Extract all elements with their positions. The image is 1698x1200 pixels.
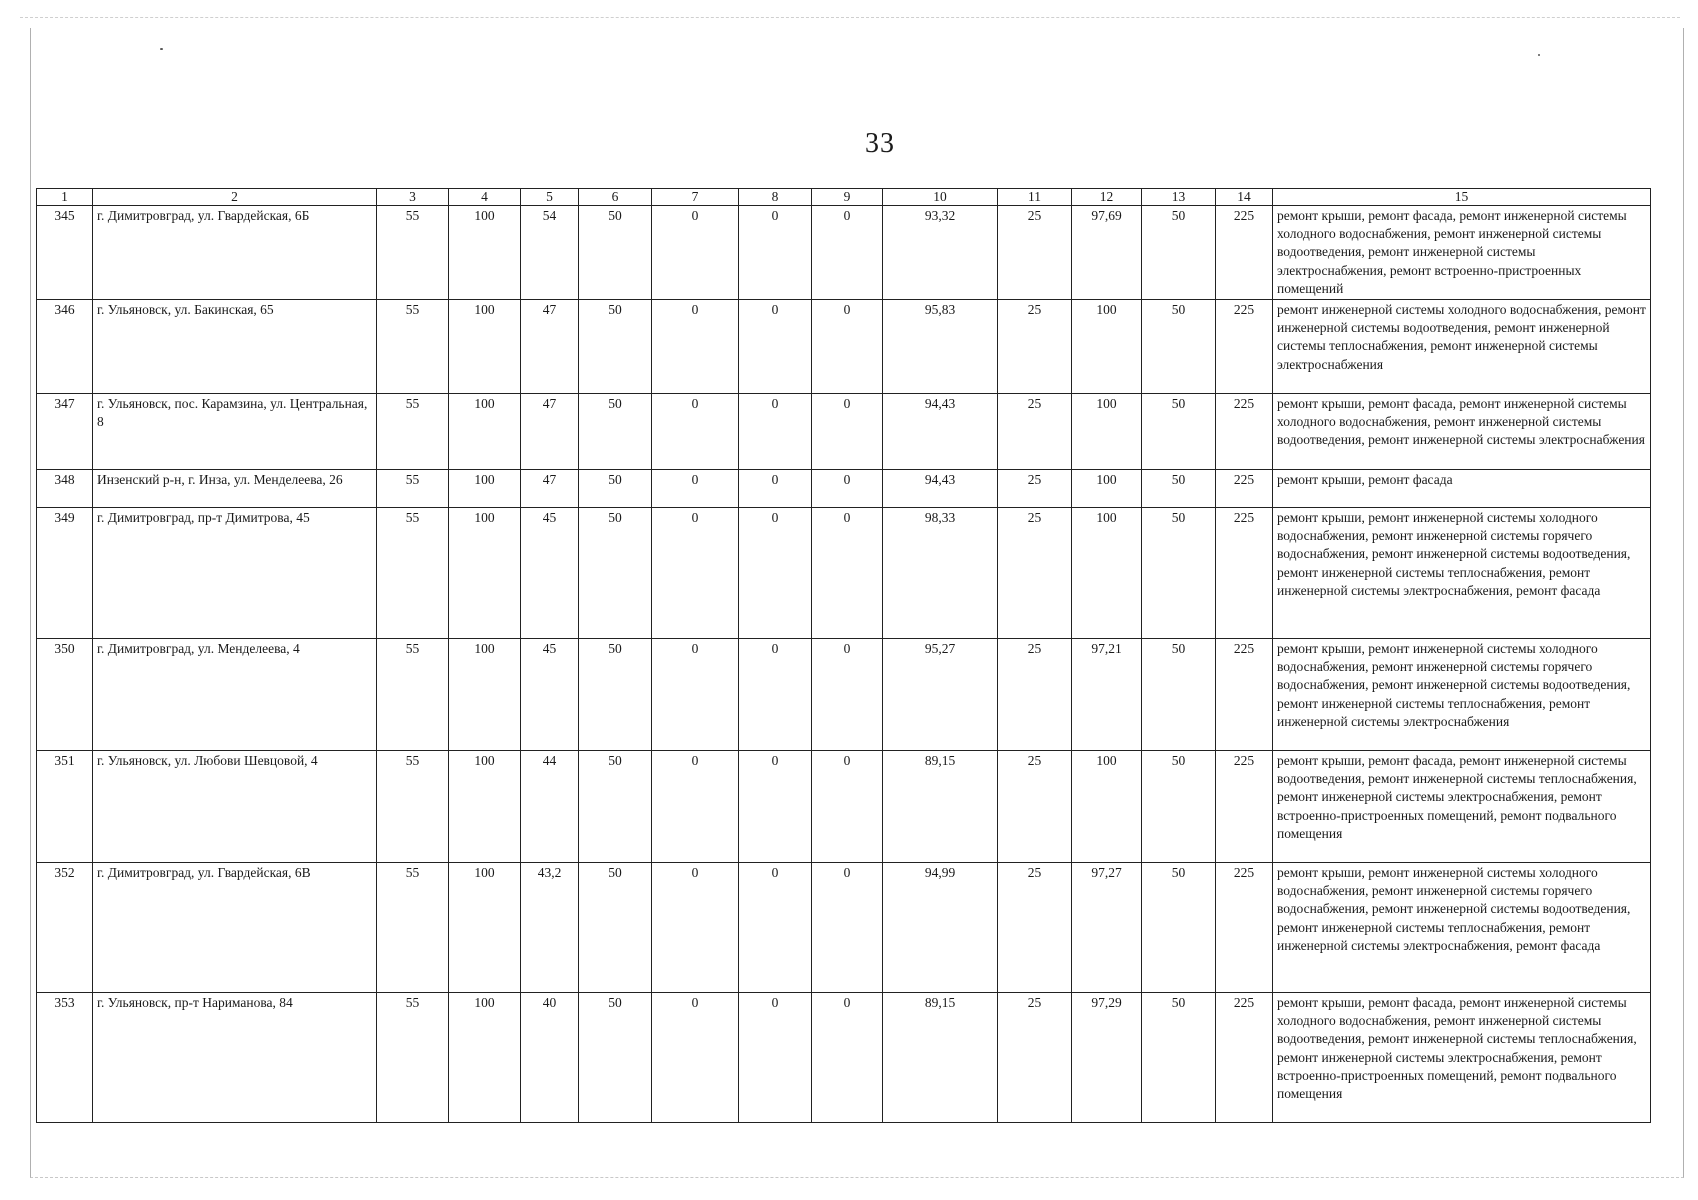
table-row (37, 470, 1651, 508)
value-cell: 47 (521, 394, 579, 470)
row-number: 350 (37, 639, 93, 751)
value-cell: 0 (739, 993, 812, 1123)
row-number: 351 (37, 751, 93, 863)
column-header: 13 (1142, 189, 1216, 206)
table-row (37, 206, 1651, 300)
column-header: 10 (883, 189, 998, 206)
table-row (37, 863, 1651, 993)
address-cell: г. Ульяновск, пос. Карамзина, ул. Центральная, 8 (93, 394, 377, 470)
scan-speck (160, 48, 163, 50)
value-cell: 100 (1072, 751, 1142, 863)
value-cell: 55 (377, 993, 449, 1123)
works-cell: ремонт крыши, ремонт инженерной системы холодного водоснабжения, ремонт инженерной системы горячего водоснабжения, ремонт инженерной системы водоотведения, ремонт инженерной системы теплоснабжения, ремонт инженерной системы электроснабжения (1273, 639, 1651, 751)
value-cell: 0 (652, 300, 739, 394)
value-cell: 0 (812, 394, 883, 470)
value-cell: 0 (739, 751, 812, 863)
value-cell: 0 (652, 639, 739, 751)
value-cell: 25 (998, 993, 1072, 1123)
value-cell: 50 (579, 206, 652, 300)
column-header: 8 (739, 189, 812, 206)
address-cell: г. Димитровград, ул. Гвардейская, 6Б (93, 206, 377, 300)
value-cell: 0 (652, 863, 739, 993)
value-cell: 0 (652, 508, 739, 639)
value-cell: 0 (812, 639, 883, 751)
value-cell: 100 (1072, 470, 1142, 508)
table-row (37, 993, 1651, 1123)
value-cell: 0 (652, 470, 739, 508)
value-cell: 100 (449, 993, 521, 1123)
value-cell: 50 (1142, 993, 1216, 1123)
works-cell: ремонт крыши, ремонт инженерной системы холодного водоснабжения, ремонт инженерной системы горячего водоснабжения, ремонт инженерной системы водоотведения, ремонт инженерной системы теплоснабжения, ремонт инженерной системы электроснабжения, ремонт фасада (1273, 863, 1651, 993)
column-header: 2 (93, 189, 377, 206)
value-cell: 25 (998, 206, 1072, 300)
row-number: 346 (37, 300, 93, 394)
value-cell: 225 (1216, 639, 1273, 751)
value-cell: 0 (812, 993, 883, 1123)
row-number: 347 (37, 394, 93, 470)
value-cell: 100 (1072, 394, 1142, 470)
value-cell: 55 (377, 206, 449, 300)
table-row (37, 751, 1651, 863)
column-header: 3 (377, 189, 449, 206)
value-cell: 100 (449, 394, 521, 470)
works-cell: ремонт крыши, ремонт фасада, ремонт инженерной системы холодного водоснабжения, ремонт инженерной системы водоотведения, ремонт инженерной системы электроснабжения, ремонт встроенно-пристроенных помещений (1273, 206, 1651, 300)
value-cell: 97,21 (1072, 639, 1142, 751)
value-cell: 25 (998, 394, 1072, 470)
column-header: 1 (37, 189, 93, 206)
value-cell: 0 (652, 206, 739, 300)
value-cell: 225 (1216, 470, 1273, 508)
value-cell: 50 (1142, 300, 1216, 394)
value-cell: 50 (1142, 206, 1216, 300)
value-cell: 100 (449, 863, 521, 993)
value-cell: 40 (521, 993, 579, 1123)
address-cell: г. Ульяновск, ул. Любови Шевцовой, 4 (93, 751, 377, 863)
address-cell: г. Ульяновск, пр-т Нариманова, 84 (93, 993, 377, 1123)
value-cell: 55 (377, 300, 449, 394)
works-cell: ремонт крыши, ремонт фасада, ремонт инженерной системы холодного водоснабжения, ремонт инженерной системы водоотведения, ремонт инженерной системы электроснабжения (1273, 394, 1651, 470)
column-header: 9 (812, 189, 883, 206)
value-cell: 50 (579, 470, 652, 508)
value-cell: 89,15 (883, 751, 998, 863)
scan-speck (1538, 54, 1540, 56)
value-cell: 97,29 (1072, 993, 1142, 1123)
value-cell: 225 (1216, 394, 1273, 470)
value-cell: 0 (739, 470, 812, 508)
works-cell: ремонт инженерной системы холодного водоснабжения, ремонт инженерной системы водоотведения, ремонт инженерной системы теплоснабжения, ремонт инженерной системы электроснабжения (1273, 300, 1651, 394)
table-row (37, 300, 1651, 394)
column-header: 7 (652, 189, 739, 206)
value-cell: 55 (377, 863, 449, 993)
column-header: 11 (998, 189, 1072, 206)
value-cell: 98,33 (883, 508, 998, 639)
row-number: 352 (37, 863, 93, 993)
column-header: 14 (1216, 189, 1273, 206)
value-cell: 100 (449, 300, 521, 394)
value-cell: 100 (1072, 508, 1142, 639)
value-cell: 94,43 (883, 394, 998, 470)
table-row (37, 508, 1651, 639)
column-header: 15 (1273, 189, 1651, 206)
value-cell: 0 (652, 993, 739, 1123)
works-cell: ремонт крыши, ремонт фасада (1273, 470, 1651, 508)
value-cell: 25 (998, 639, 1072, 751)
value-cell: 45 (521, 639, 579, 751)
page-number: 33 (865, 128, 895, 159)
row-number: 348 (37, 470, 93, 508)
value-cell: 100 (1072, 300, 1142, 394)
value-cell: 50 (579, 751, 652, 863)
value-cell: 100 (449, 751, 521, 863)
works-cell: ремонт крыши, ремонт инженерной системы холодного водоснабжения, ремонт инженерной системы горячего водоснабжения, ремонт инженерной системы водоотведения, ремонт инженерной системы теплоснабжения, ремонт инженерной системы электроснабжения, ремонт фасада (1273, 508, 1651, 639)
scan-top-edge (20, 17, 1680, 18)
value-cell: 89,15 (883, 993, 998, 1123)
works-cell: ремонт крыши, ремонт фасада, ремонт инженерной системы холодного водоснабжения, ремонт инженерной системы водоотведения, ремонт инженерной системы теплоснабжения, ремонт инженерной системы электроснабжения, ремонт встроенно-пристроенных помещений, ремонт подвального помещения (1273, 993, 1651, 1123)
column-header: 4 (449, 189, 521, 206)
value-cell: 225 (1216, 508, 1273, 639)
value-cell: 25 (998, 300, 1072, 394)
value-cell: 50 (579, 639, 652, 751)
value-cell: 50 (1142, 508, 1216, 639)
value-cell: 225 (1216, 206, 1273, 300)
value-cell: 55 (377, 508, 449, 639)
row-number: 353 (37, 993, 93, 1123)
value-cell: 47 (521, 300, 579, 394)
address-cell: г. Ульяновск, ул. Бакинская, 65 (93, 300, 377, 394)
column-header: 12 (1072, 189, 1142, 206)
value-cell: 100 (449, 206, 521, 300)
value-cell: 50 (1142, 639, 1216, 751)
value-cell: 44 (521, 751, 579, 863)
table-row (37, 394, 1651, 470)
value-cell: 25 (998, 470, 1072, 508)
value-cell: 55 (377, 639, 449, 751)
value-cell: 43,2 (521, 863, 579, 993)
value-cell: 94,99 (883, 863, 998, 993)
value-cell: 55 (377, 470, 449, 508)
value-cell: 0 (739, 863, 812, 993)
column-header: 6 (579, 189, 652, 206)
value-cell: 0 (652, 394, 739, 470)
value-cell: 0 (652, 751, 739, 863)
value-cell: 0 (812, 300, 883, 394)
header-row (37, 189, 1651, 206)
value-cell: 93,32 (883, 206, 998, 300)
value-cell: 54 (521, 206, 579, 300)
value-cell: 50 (579, 508, 652, 639)
value-cell: 0 (739, 508, 812, 639)
value-cell: 25 (998, 863, 1072, 993)
value-cell: 225 (1216, 300, 1273, 394)
registry-table (36, 188, 1651, 1123)
value-cell: 95,83 (883, 300, 998, 394)
value-cell: 0 (812, 470, 883, 508)
value-cell: 0 (739, 206, 812, 300)
value-cell: 50 (579, 863, 652, 993)
value-cell: 0 (739, 300, 812, 394)
value-cell: 50 (1142, 863, 1216, 993)
address-cell: г. Димитровград, пр-т Димитрова, 45 (93, 508, 377, 639)
row-number: 345 (37, 206, 93, 300)
value-cell: 25 (998, 751, 1072, 863)
value-cell: 25 (998, 508, 1072, 639)
value-cell: 0 (812, 206, 883, 300)
value-cell: 47 (521, 470, 579, 508)
value-cell: 225 (1216, 751, 1273, 863)
value-cell: 45 (521, 508, 579, 639)
table-row (37, 639, 1651, 751)
value-cell: 0 (812, 863, 883, 993)
value-cell: 95,27 (883, 639, 998, 751)
value-cell: 94,43 (883, 470, 998, 508)
works-cell: ремонт крыши, ремонт фасада, ремонт инженерной системы водоотведения, ремонт инженерной системы теплоснабжения, ремонт инженерной системы электроснабжения, ремонт встроенно-пристроенных помещений, ремонт подвального помещения (1273, 751, 1651, 863)
value-cell: 0 (812, 508, 883, 639)
value-cell: 97,27 (1072, 863, 1142, 993)
address-cell: Инзенский р-н, г. Инза, ул. Менделеева, 26 (93, 470, 377, 508)
value-cell: 55 (377, 751, 449, 863)
value-cell: 0 (812, 751, 883, 863)
value-cell: 100 (449, 639, 521, 751)
value-cell: 97,69 (1072, 206, 1142, 300)
value-cell: 50 (1142, 470, 1216, 508)
address-cell: г. Димитровград, ул. Менделеева, 4 (93, 639, 377, 751)
value-cell: 100 (449, 508, 521, 639)
value-cell: 100 (449, 470, 521, 508)
value-cell: 50 (579, 993, 652, 1123)
address-cell: г. Димитровград, ул. Гвардейская, 6В (93, 863, 377, 993)
value-cell: 50 (579, 394, 652, 470)
column-header: 5 (521, 189, 579, 206)
value-cell: 0 (739, 394, 812, 470)
value-cell: 55 (377, 394, 449, 470)
value-cell: 225 (1216, 863, 1273, 993)
value-cell: 50 (579, 300, 652, 394)
value-cell: 225 (1216, 993, 1273, 1123)
value-cell: 0 (739, 639, 812, 751)
row-number: 349 (37, 508, 93, 639)
value-cell: 50 (1142, 394, 1216, 470)
value-cell: 50 (1142, 751, 1216, 863)
